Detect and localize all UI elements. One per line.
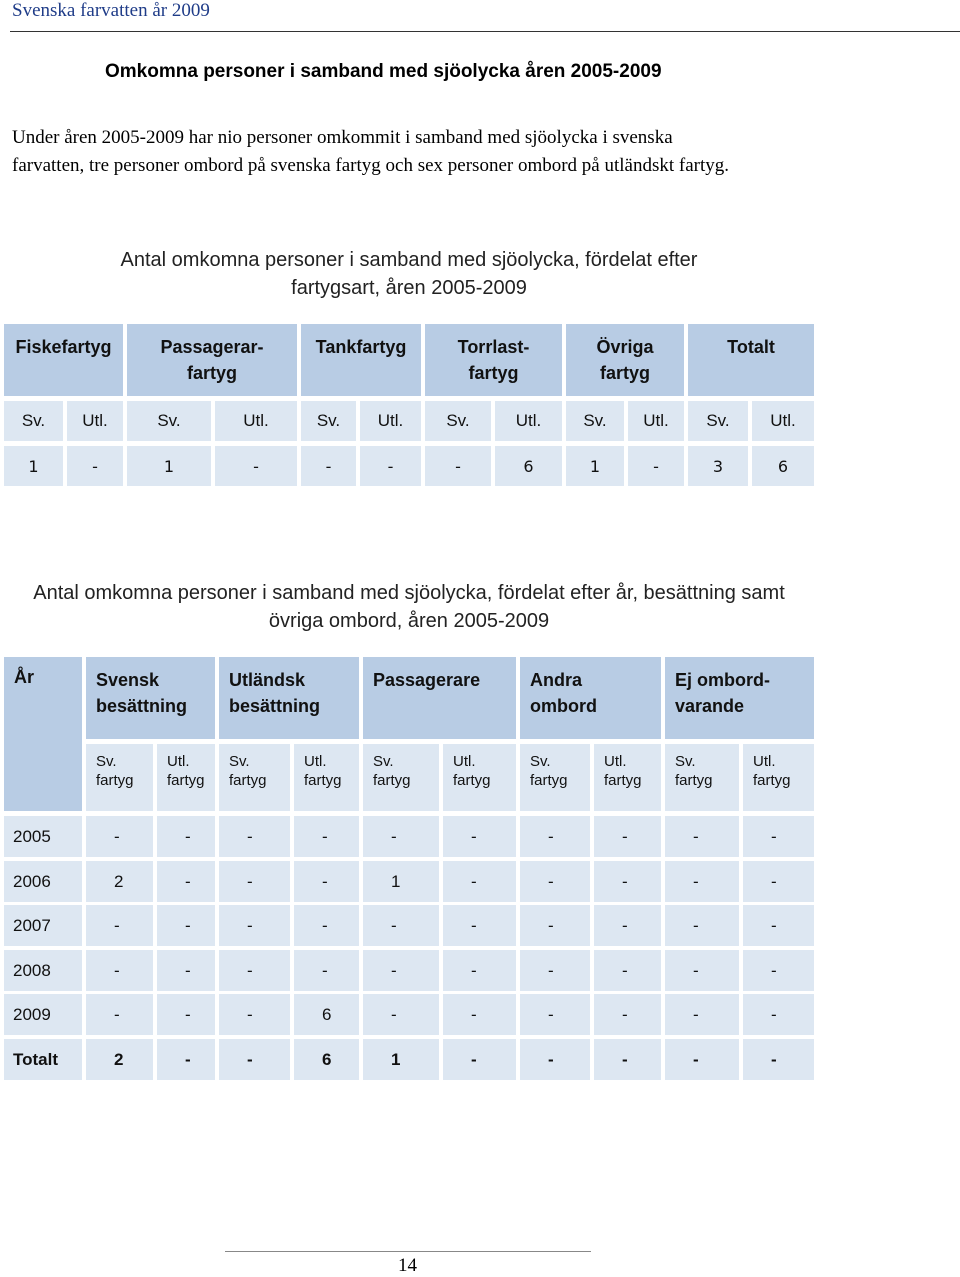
row-label-text: 2007 xyxy=(13,915,51,935)
value: - xyxy=(653,456,659,476)
table-cell xyxy=(363,1039,439,1080)
row-label xyxy=(4,1039,82,1080)
group-header xyxy=(4,324,123,396)
subheader-label: Sv. xyxy=(706,411,730,430)
subheader-cell xyxy=(566,401,624,441)
table-cell xyxy=(86,1039,153,1080)
cell-value: - xyxy=(322,960,328,980)
cell-value: - xyxy=(185,826,191,846)
table-cell xyxy=(594,861,661,902)
value-cell xyxy=(67,446,123,486)
group-header xyxy=(301,324,421,396)
value-cell xyxy=(4,446,63,486)
group-header-line: Passagerar- xyxy=(160,337,264,357)
cell-value: - xyxy=(471,1004,477,1024)
subheader-line: Sv. xyxy=(675,753,696,770)
table-cell xyxy=(520,994,590,1035)
cell-value: - xyxy=(771,915,777,935)
value-cell xyxy=(215,446,297,486)
subheader-cell xyxy=(86,744,153,811)
table-cell xyxy=(665,905,739,946)
subheader-line: fartyg xyxy=(167,772,205,789)
value-cell xyxy=(495,446,562,486)
cell-value: - xyxy=(693,826,699,846)
table-cell xyxy=(520,905,590,946)
cell-value: - xyxy=(771,1049,777,1069)
value-cell xyxy=(628,446,684,486)
cell-value: - xyxy=(247,960,253,980)
subheader-line: Sv. xyxy=(229,753,250,770)
table-cell xyxy=(86,816,153,857)
cell-value: - xyxy=(548,1004,554,1024)
value-cell xyxy=(301,446,356,486)
value-cell xyxy=(688,446,748,486)
table-cell xyxy=(443,950,516,991)
cell-value: - xyxy=(247,1049,253,1069)
group-header-line: Tankfartyg xyxy=(315,337,407,357)
subheader-cell xyxy=(215,401,297,441)
group-header-line: Övriga xyxy=(596,337,654,357)
table-cell xyxy=(520,950,590,991)
cell-value: - xyxy=(548,915,554,935)
row-label xyxy=(4,905,82,946)
cell-value: - xyxy=(247,871,253,891)
group-header xyxy=(363,657,516,739)
value: 6 xyxy=(523,456,534,476)
table-cell xyxy=(594,950,661,991)
table-cell xyxy=(594,905,661,946)
caption-line: Antal omkomna personer i samband med sjöolycka, fördelat efter år, besättning samt xyxy=(33,582,785,604)
cell-value: - xyxy=(391,1004,397,1024)
table-cell xyxy=(594,816,661,857)
subheader-line: Utl. xyxy=(167,753,190,770)
subheader-cell xyxy=(628,401,684,441)
subheader-cell xyxy=(301,401,356,441)
table-cell xyxy=(157,816,215,857)
cell-value: - xyxy=(114,915,120,935)
table-cell xyxy=(743,905,814,946)
cell-value: - xyxy=(471,915,477,935)
table-cell xyxy=(86,861,153,902)
subheader-line: Sv. xyxy=(530,753,551,770)
table-cell xyxy=(665,950,739,991)
subheader-cell xyxy=(4,401,63,441)
caption-line: Antal omkomna personer i samband med sjöolycka, fördelat efter xyxy=(120,249,698,271)
cell-value: - xyxy=(622,1004,628,1024)
subheader-line: Utl. xyxy=(453,753,476,770)
value: 6 xyxy=(777,456,789,476)
table-cell xyxy=(294,905,359,946)
table1-caption xyxy=(0,246,818,302)
subheader-label: Utl. xyxy=(643,411,669,430)
table-cell xyxy=(443,816,516,857)
table-cell xyxy=(157,905,215,946)
cell-value: 1 xyxy=(391,1049,401,1069)
cell-value: - xyxy=(771,1004,777,1024)
subheader-line: fartyg xyxy=(675,772,713,789)
subheader-cell xyxy=(294,744,359,811)
subheader-line: fartyg xyxy=(304,772,342,789)
row-label-text: Totalt xyxy=(13,1049,59,1069)
row-label-text: 2009 xyxy=(13,1004,51,1024)
table-cell xyxy=(294,1039,359,1080)
cell-value: - xyxy=(622,915,628,935)
subheader-label: Sv. xyxy=(583,411,607,430)
cell-value: - xyxy=(471,1049,477,1069)
table-cell xyxy=(520,816,590,857)
subheader-line: Utl. xyxy=(304,753,327,770)
subheader-label: Utl. xyxy=(82,411,108,430)
cell-value: - xyxy=(548,871,554,891)
subheader-cell xyxy=(157,744,215,811)
row-label-text: 2006 xyxy=(13,871,51,891)
subheader-label: Utl. xyxy=(770,411,796,430)
value-cell xyxy=(360,446,421,486)
group-header xyxy=(127,324,297,396)
value: 1 xyxy=(163,456,175,476)
subheader-line: Sv. xyxy=(96,753,117,770)
cell-value: - xyxy=(322,915,328,935)
subheader-line: fartyg xyxy=(453,772,491,789)
value: - xyxy=(325,456,332,476)
group-header xyxy=(566,324,684,396)
group-header-line: Andra xyxy=(530,670,583,690)
table-cell xyxy=(443,994,516,1035)
table-cell xyxy=(219,905,290,946)
cell-value: - xyxy=(548,826,554,846)
value: - xyxy=(455,456,461,476)
subheader-cell xyxy=(495,401,562,441)
caption-line: fartygsart, åren 2005-2009 xyxy=(291,277,527,299)
group-header xyxy=(219,657,359,739)
cell-value: - xyxy=(548,1049,554,1069)
table-cell xyxy=(665,994,739,1035)
table-cell xyxy=(665,861,739,902)
caption-line: övriga ombord, åren 2005-2009 xyxy=(268,610,550,632)
year-header-label: År xyxy=(14,667,35,687)
cell-value: - xyxy=(471,960,477,980)
header-rule xyxy=(10,31,960,32)
cell-value: - xyxy=(622,960,628,980)
subheader-cell xyxy=(594,744,661,811)
value: - xyxy=(253,456,259,476)
cell-value: - xyxy=(771,871,777,891)
subheader-cell xyxy=(752,401,814,441)
group-header xyxy=(425,324,562,396)
subheader-line: Utl. xyxy=(753,753,776,770)
subheader-cell xyxy=(743,744,814,811)
cell-value: - xyxy=(391,960,397,980)
table-cell xyxy=(157,861,215,902)
subheader-cell xyxy=(443,744,516,811)
cell-value: - xyxy=(622,826,628,846)
cell-value: - xyxy=(114,826,120,846)
table-cell xyxy=(157,1039,215,1080)
value-cell xyxy=(425,446,491,486)
section-heading: Omkomna personer i samband med sjöolycka åren 2005-2009 xyxy=(105,61,662,82)
subheader-label: Utl. xyxy=(377,411,404,430)
table-cell xyxy=(443,905,516,946)
group-header-line: Ej ombord- xyxy=(675,670,770,690)
table-cell xyxy=(86,950,153,991)
subheader-label: Sv. xyxy=(21,411,46,430)
cell-value: - xyxy=(622,871,628,891)
subheader-cell xyxy=(665,744,739,811)
subheader-line: Sv. xyxy=(373,753,394,770)
cell-value: - xyxy=(322,826,328,846)
cell-value: - xyxy=(114,960,120,980)
value-cell xyxy=(566,446,624,486)
cell-value: 2 xyxy=(114,1049,124,1069)
group-header xyxy=(688,324,814,396)
table-cell xyxy=(219,950,290,991)
cell-value: 1 xyxy=(391,871,401,891)
page-number: 14 xyxy=(398,1255,417,1276)
table-cell xyxy=(86,994,153,1035)
row-label xyxy=(4,994,82,1035)
intro-line: Under åren 2005-2009 har nio personer omkommit i samband med sjöolycka i svenska xyxy=(12,127,673,148)
group-header-line: Fiskefartyg xyxy=(15,337,112,357)
subheader-line: fartyg xyxy=(753,772,791,789)
table-cell xyxy=(743,816,814,857)
table-cell xyxy=(219,861,290,902)
table-cell xyxy=(743,950,814,991)
cell-value: - xyxy=(185,1004,191,1024)
value: 1 xyxy=(589,456,601,476)
subheader-cell xyxy=(360,401,421,441)
subheader-line: fartyg xyxy=(96,772,134,789)
subheader-cell xyxy=(127,401,211,441)
subheader-line: fartyg xyxy=(530,772,568,789)
cell-value: - xyxy=(471,826,477,846)
subheader-label: Utl. xyxy=(515,411,542,430)
subheader-label: Sv. xyxy=(157,411,181,430)
subheader-cell xyxy=(219,744,290,811)
value-cell xyxy=(127,446,211,486)
subheader-line: fartyg xyxy=(604,772,642,789)
table-cell xyxy=(743,861,814,902)
table-cell xyxy=(443,1039,516,1080)
cell-value: - xyxy=(114,1004,120,1024)
table-cell xyxy=(86,905,153,946)
value: - xyxy=(387,456,394,476)
cell-value: - xyxy=(247,1004,253,1024)
subheader-label: Sv. xyxy=(316,411,341,430)
table-cell xyxy=(743,1039,814,1080)
cell-value: - xyxy=(771,960,777,980)
cell-value: 6 xyxy=(322,1049,332,1069)
row-label-text: 2008 xyxy=(13,960,51,980)
intro-paragraph xyxy=(12,124,772,180)
cell-value: - xyxy=(693,871,699,891)
table-cell xyxy=(665,816,739,857)
cell-value: - xyxy=(185,960,191,980)
group-header xyxy=(520,657,661,739)
subheader-label: Sv. xyxy=(446,411,470,430)
group-header-line: Totalt xyxy=(727,337,775,357)
group-header-line: fartyg xyxy=(468,363,519,383)
subheader-line: fartyg xyxy=(229,772,267,789)
table-cell xyxy=(219,816,290,857)
value: 3 xyxy=(712,456,724,476)
table-cell xyxy=(294,861,359,902)
group-header-line: besättning xyxy=(96,696,188,716)
cell-value: 6 xyxy=(322,1004,332,1024)
cell-value: 2 xyxy=(114,871,124,891)
cell-value: - xyxy=(693,1004,699,1024)
cell-value: - xyxy=(693,960,699,980)
subheader-line: Utl. xyxy=(604,753,627,770)
table-cell xyxy=(363,816,439,857)
table-cell xyxy=(443,861,516,902)
year-header xyxy=(4,657,82,811)
table-cell xyxy=(294,994,359,1035)
table-cell xyxy=(665,1039,739,1080)
subheader-cell xyxy=(688,401,748,441)
table-cell xyxy=(363,905,439,946)
cell-value: - xyxy=(622,1049,628,1069)
cell-value: - xyxy=(185,915,191,935)
value-cell xyxy=(752,446,814,486)
cell-value: - xyxy=(693,1049,699,1069)
running-header: Svenska farvatten år 2009 xyxy=(12,0,210,21)
table-cell xyxy=(594,1039,661,1080)
row-label xyxy=(4,816,82,857)
subheader-label: Utl. xyxy=(243,411,269,430)
table-cell xyxy=(294,816,359,857)
table-cell xyxy=(363,950,439,991)
cell-value: - xyxy=(391,915,397,935)
group-header-line: Torrlast- xyxy=(457,337,530,357)
subheader-cell xyxy=(425,401,491,441)
table-cell xyxy=(157,950,215,991)
table-cell xyxy=(743,994,814,1035)
row-label xyxy=(4,861,82,902)
intro-line: farvatten, tre personer ombord på svenska fartyg och sex personer ombord på utländskt fartyg. xyxy=(12,155,730,176)
cell-value: - xyxy=(322,871,328,891)
cell-value: - xyxy=(247,915,253,935)
value: 1 xyxy=(28,456,39,476)
table-cell xyxy=(157,994,215,1035)
table-cell xyxy=(594,994,661,1035)
subheader-cell xyxy=(363,744,439,811)
subheader-cell xyxy=(67,401,123,441)
cell-value: - xyxy=(185,1049,191,1069)
cell-value: - xyxy=(471,871,477,891)
group-header-line: fartyg xyxy=(186,363,237,383)
row-label xyxy=(4,950,82,991)
row-label-text: 2005 xyxy=(13,826,51,846)
table-cell xyxy=(219,1039,290,1080)
cell-value: - xyxy=(247,826,253,846)
group-header-line: fartyg xyxy=(599,363,650,383)
table-cell xyxy=(363,994,439,1035)
table-cell xyxy=(219,994,290,1035)
table-cell xyxy=(520,861,590,902)
cell-value: - xyxy=(771,826,777,846)
group-header-line: ombord xyxy=(530,696,597,716)
table-cell xyxy=(294,950,359,991)
group-header-line: Utländsk xyxy=(229,670,306,690)
group-header-line: Passagerare xyxy=(373,670,481,690)
footer-rule xyxy=(225,1251,591,1252)
group-header-line: besättning xyxy=(229,696,321,716)
group-header xyxy=(665,657,814,739)
cell-value: - xyxy=(693,915,699,935)
group-header-line: Svensk xyxy=(96,670,160,690)
group-header-line: varande xyxy=(675,696,745,716)
subheader-line: fartyg xyxy=(373,772,411,789)
value: - xyxy=(92,456,98,476)
cell-value: - xyxy=(391,826,397,846)
subheader-cell xyxy=(520,744,590,811)
cell-value: - xyxy=(548,960,554,980)
group-header xyxy=(86,657,215,739)
cell-value: - xyxy=(185,871,191,891)
table-cell xyxy=(363,861,439,902)
table2-caption xyxy=(0,579,818,635)
table-cell xyxy=(520,1039,590,1080)
